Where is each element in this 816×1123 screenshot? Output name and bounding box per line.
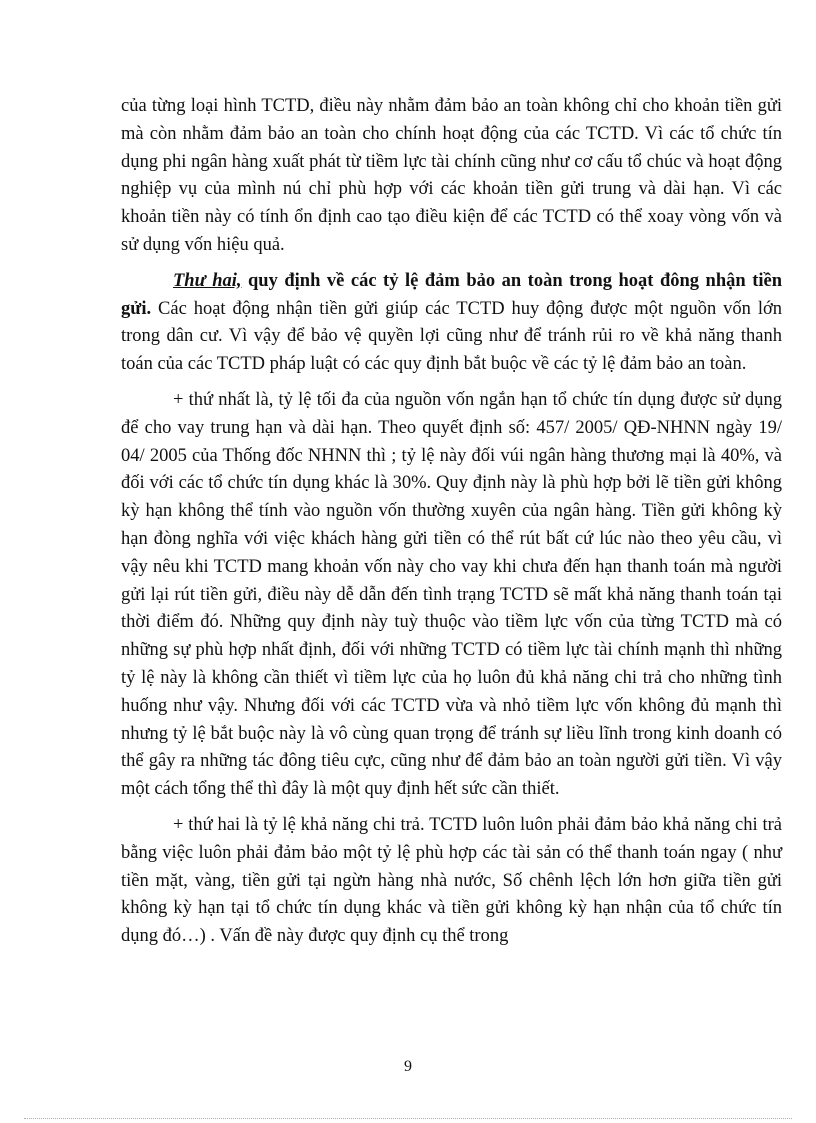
- document-body: [121, 93, 782, 959]
- paragraph-2-text: Các hoạt động nhận tiền gửi giúp các TCTD huy động được một nguồn vốn lớn trong dân cư. Vì vậy để bảo vệ quyền lợi cũng như để tránh rủi ro về khả năng thanh toán của các TCTD pháp luật có các quy định bắt buộc về các tỷ lệ đảm bảo an toàn.: [121, 298, 782, 375]
- footer-divider: [24, 1118, 792, 1119]
- page-number: 9: [404, 1058, 412, 1075]
- paragraph-2: [121, 268, 782, 379]
- paragraph-2-heading: quy định về các tỷ lệ đảm bảo an toàn trong hoạt đông nhận tiền gửi.: [121, 270, 782, 319]
- paragraph-3: + thứ nhất là, tỷ lệ tối đa của nguồn vốn ngắn hạn tổ chức tín dụng được sử dụng để cho vay trung hạn và dài hạn. Theo quyết định số: 457/ 2005/ QĐ-NHNN ngày 19/ 04/ 2005 của Thống đốc NHNN thì ; tỷ lệ này đối vúi ngân hàng thương mại là 40%, và đối với các tổ chức tín dụng khác là 30%. Quy định này là phù hợp bởi lẽ tiền gửi không kỳ hạn không thể tính vào nguồn vốn thường xuyên của ngân hàng. Tiền gửi không kỳ hạn đòng nghĩa với việc khách hàng gửi tiền có thể rút bất cứ lúc nào theo yêu cầu, vì vậy nêu khi TCTD mang khoản vốn này cho vay khi chưa đến hạn thanh toán mà người gửi lại rút tiền gửi, điều này dễ dẫn đến tình trạng TCTD sẽ mất khả năng thanh toán tại thời điểm đó. Những quy định này tuỳ thuộc vào tiềm lực vốn của từng TCTD mà có những sự phù hợp nhất định, đối với những TCTD có tiềm lực tài chính mạnh thì những tỷ lệ này là không cần thiết vì tiềm lực của họ luôn đủ khả năng chi trả cho những tình huống như vậy. Nhưng đối với các TCTD vừa và nhỏ tiềm lực vốn không đủ mạnh thì nhưng tỷ lệ bắt buộc này là vô cùng quan trọng để tránh sự liều lĩnh trong kinh doanh có thể gây ra những tác đông tiêu cực, cũng như để đảm bảo an toàn người gửi tiền. Vì vậy một cách tổng thể thì đây là một quy định hết sức cần thiết.: [121, 389, 782, 800]
- paragraph-4: + thứ hai là tỷ lệ khả năng chi trả. TCTD luôn luôn phải đảm bảo khả năng chi trả bằng việc luôn phải đảm bảo một tỷ lệ phù hợp các tài sản có thể thanh toán ngay ( như tiền mặt, vàng, tiền gửi tại ngừn hàng nhà nước, Số chênh lệch lớn hơn giữa tiền gửi không kỳ hạn tại tổ chức tín dụng khác và tiền gửi không kỳ hạn nhận của tổ chức tín dụng đó…) . Vấn đề này được quy định cụ thể trong: [121, 814, 782, 947]
- paragraph-2-lead: Thư hai,: [173, 270, 242, 291]
- paragraph-1: của từng loại hình TCTD, điều này nhằm đảm bảo an toàn không chỉ cho khoản tiền gửi mà còn nhằm đảm bảo an toàn cho chính hoạt động của các TCTD. Vì các tổ chức tín dụng phi ngân hàng xuất phát từ tiềm lực tài chính cũng như cơ cấu tổ chúc và hoạt động nghiệp vụ của mình nú chỉ phù hợp với các khoản tiền gửi trung và dài hạn. Vì các khoản tiền này có tính ổn định cao tạo điều kiện để các TCTD có thể xoay vòng vốn và sử dụng vốn hiệu quả.: [121, 96, 782, 255]
